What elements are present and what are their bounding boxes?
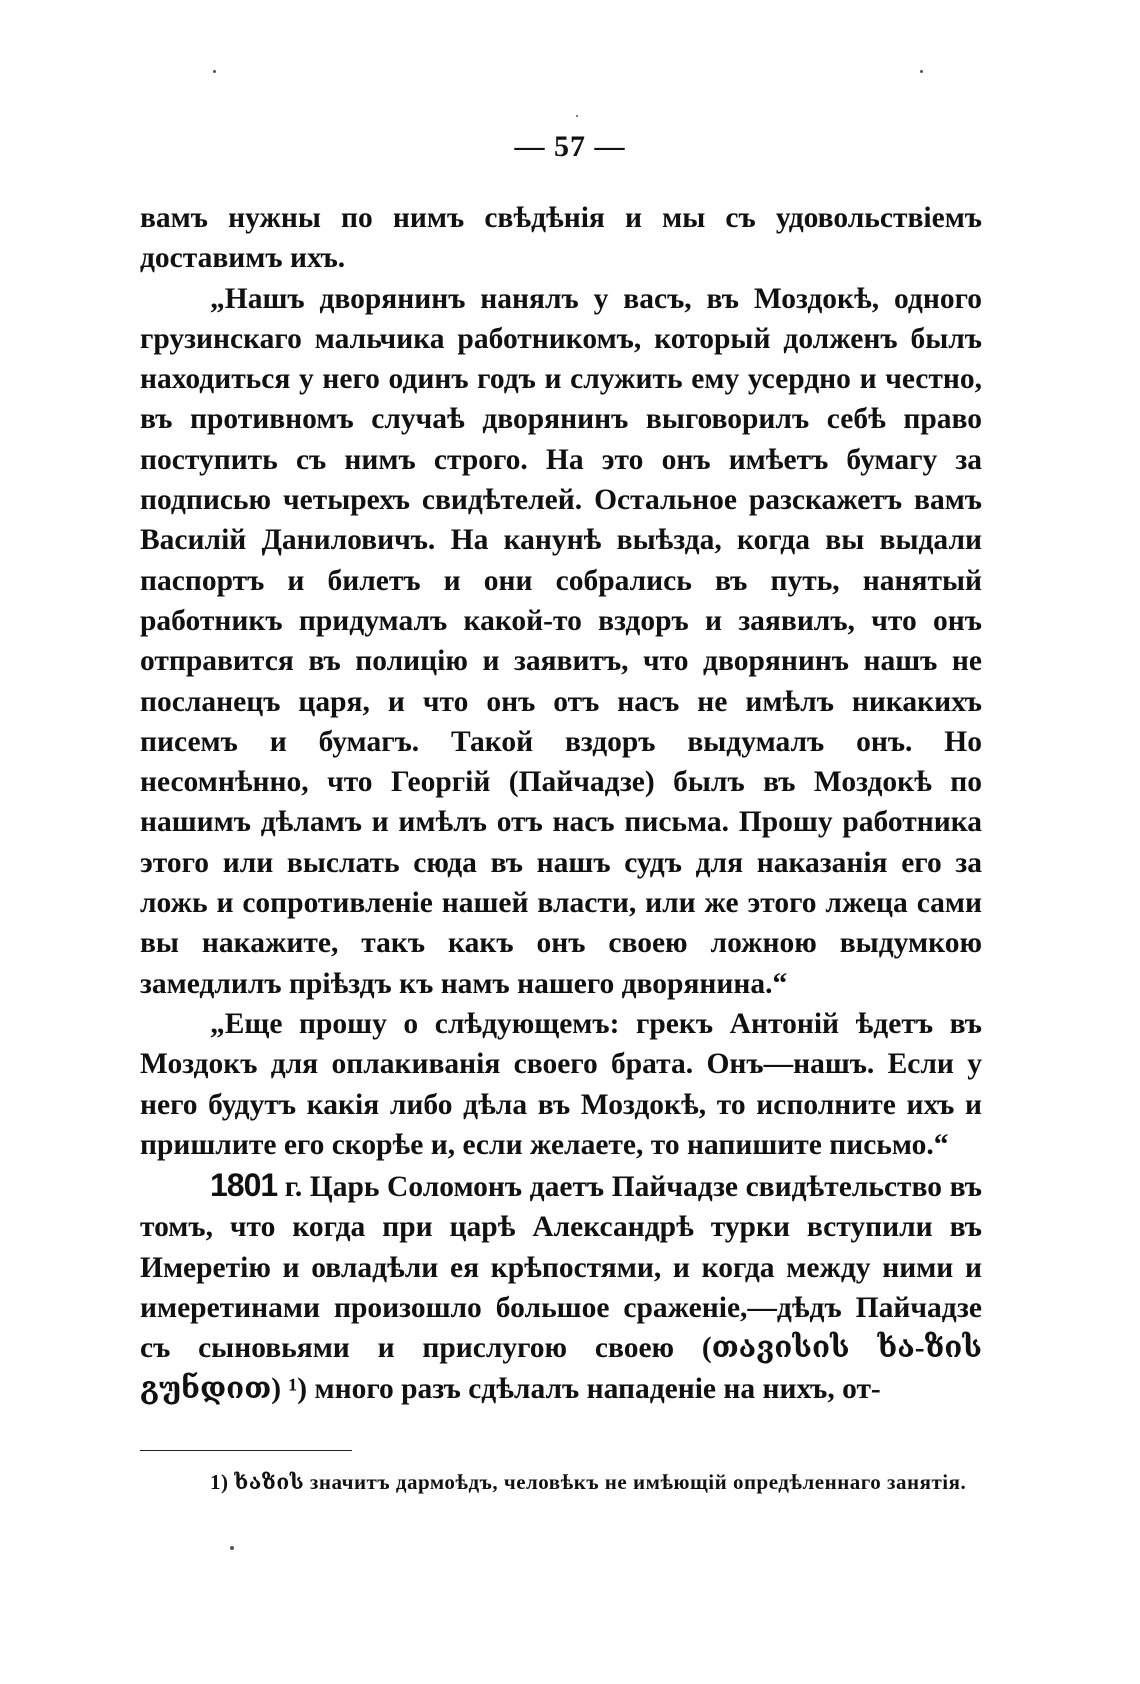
footnote-divider (140, 1450, 352, 1451)
footnote-marker: 1) (210, 1470, 229, 1494)
paragraph-letter-quote: „Нашъ дворянинъ нанялъ у васъ, въ Моздокѣ, одного грузинскаго мальчика работникомъ, который долженъ былъ находиться у него одинъ годъ и служить ему усердно и честно, въ противномъ случаѣ дворянинъ выговорилъ себѣ право поступить съ нимъ строго. На это онъ имѣетъ бумагу за подписью четырехъ свидѣтелей. Остальное разскажетъ вамъ Василій Даниловичъ. На канунѣ выѣзда, когда вы выдали паспортъ и билетъ и они собрались въ путь, нанятый работникъ придумалъ какой-то вздоръ и заявилъ, что онъ отправится въ полицію и заявитъ, что дворянинъ нашъ не посланецъ царя, и что онъ отъ насъ не имѣлъ никакихъ писемъ и бумагъ. Такой вздоръ выдумалъ онъ. Но несомнѣнно, что Георгій (Пайчадзе) былъ въ Моздокѣ по нашимъ дѣламъ и имѣлъ отъ насъ письма. Прошу работника этого или выслать сюда въ нашъ судъ для наказанія его за ложь и сопротивленіе нашей власти, или же этого лжеца сами вы накажите, такъ какъ онъ своею ложною выдумкою замедлилъ пріѣздъ къ намъ нашего дворянина.“ (140, 282, 982, 1000)
paragraph-request-quote: „Еще прошу о слѣдующемъ: грекъ Антоній ѣдетъ въ Моздокъ для оплакиванія своего брата. Онъ—нашъ. Если у него будутъ какія либо дѣла въ Моздокѣ, то исполните ихъ и пришлите его скорѣе и, если желаете, то напишите письмо.“ (140, 1007, 982, 1161)
scan-speck (576, 115, 578, 117)
paragraph-1801 (140, 1165, 982, 1409)
page-number: — 57 — (514, 130, 626, 163)
footnote-text: ხაზის значитъ дармоѣдъ, человѣкъ не имѣющій опредѣленнаго занятія. (234, 1470, 967, 1494)
paragraph-continuation: вамъ нужны по нимъ свѣдѣнія и мы съ удовольствіемъ доставимъ ихъ. (140, 202, 982, 275)
main-text (140, 198, 982, 1409)
scan-speck (213, 70, 216, 73)
scan-speck (920, 70, 923, 73)
scan-speck (230, 1546, 234, 1550)
paragraph-1801-text: г. Царь Соломонъ даетъ Пайчадзе свидѣтельство въ томъ, что когда при царѣ Александрѣ турки вступили въ Имеретію и овладѣли ея крѣпостями, и когда между ними и имеретинами произошло большое сраженіе,—дѣдъ Пайчадзе съ сыновьями и прислугою своею (თავისის ხა-ზის გუნდით) ¹) много разъ сдѣлалъ нападеніе на нихъ, от- (140, 1171, 982, 1405)
footnote (140, 1466, 982, 1498)
year-heading: 1801 (210, 1167, 278, 1204)
